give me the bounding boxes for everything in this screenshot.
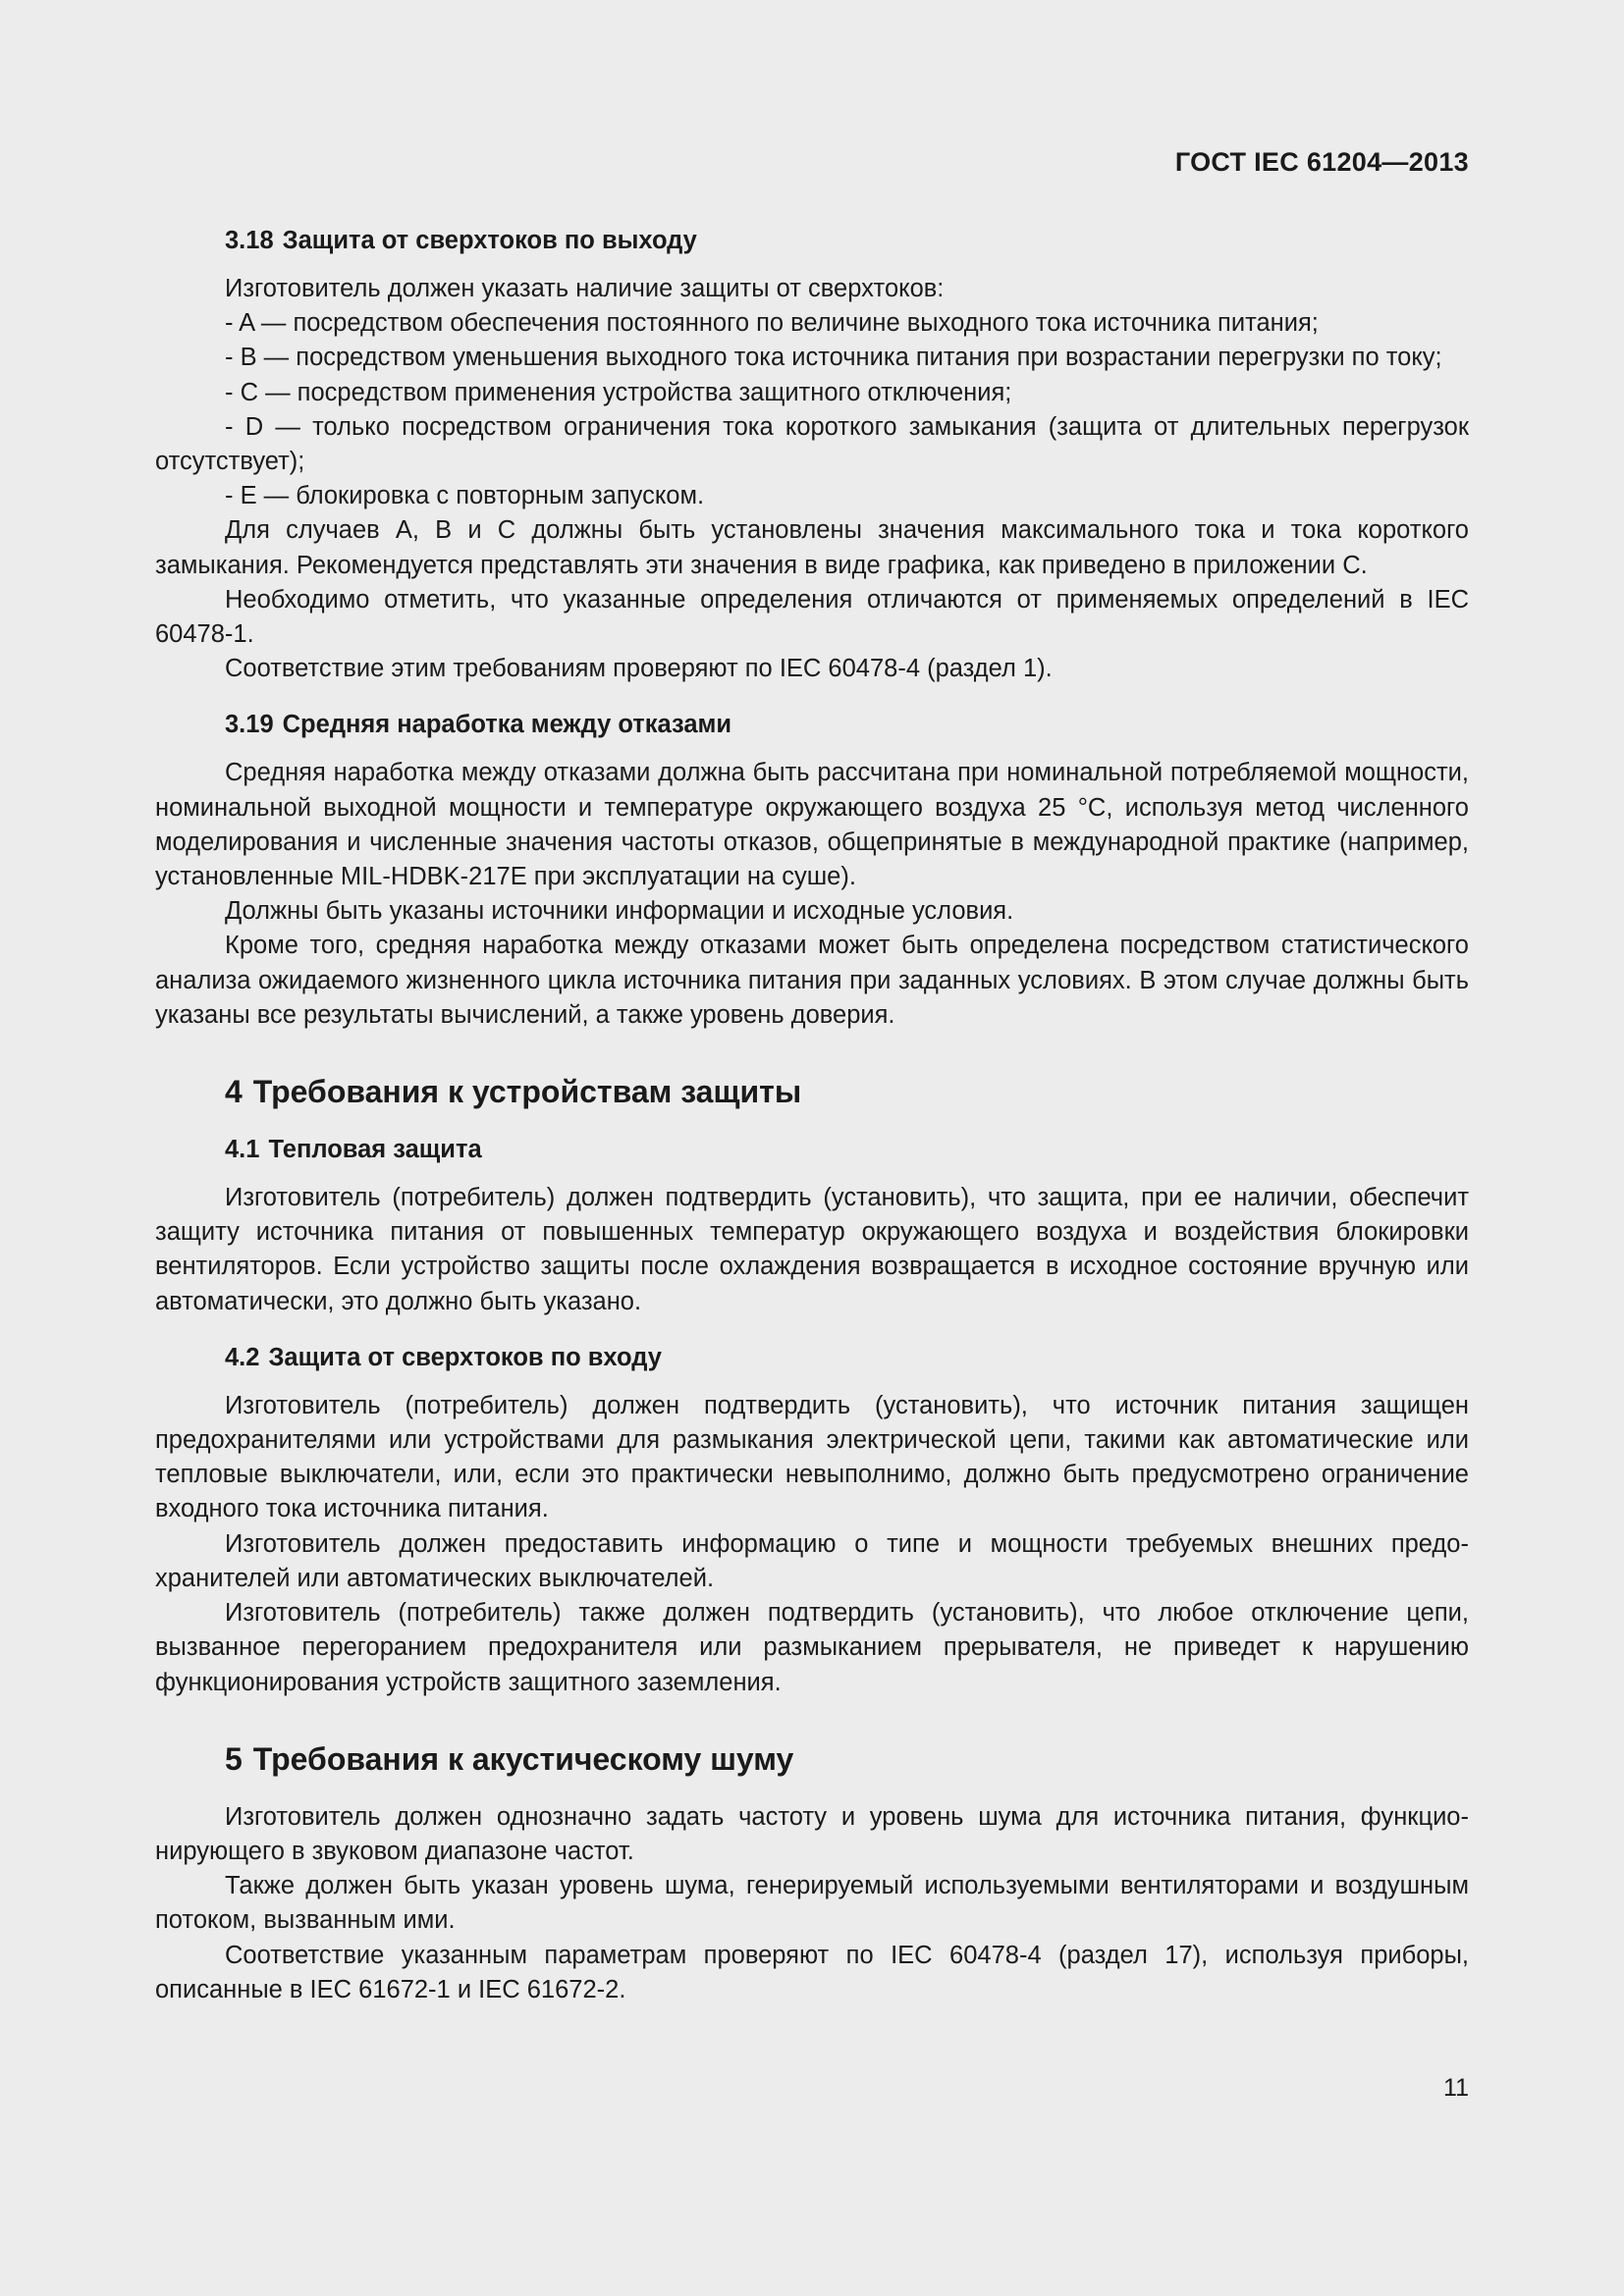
paragraph: Кроме того, средняя наработка между отказами может быть определена посредством статистического анализа ожидаемого жизненного цикла источника питания при заданных условиях. В этом случае должны быть указаны все результаты вычислений, а также уровень доверия. (155, 932, 1469, 1029)
paragraph: Для случаев A, B и C должны быть установлены значения максимального тока и тока короткого замыкания. Рекомендуется представлять эти значения в виде графика, как приведено в приложении C. (155, 516, 1469, 579)
section-heading-5 (155, 1739, 1469, 1779)
paragraph: Изготовитель должен указать наличие защиты от сверхтоков: (225, 275, 945, 302)
paragraph: Также должен быть указан уровень шума, генерируемый используемыми вентиляторами и воздушным потоком, вызванным ими. (155, 1872, 1469, 1935)
page-number: 11 (1443, 2074, 1469, 2102)
section-heading-4 (155, 1072, 1469, 1111)
subsection-title: Защита от сверхтоков по выходу (282, 227, 697, 254)
paragraph: Соответствие указанным параметрам проверяют по IEC 60478-4 (раздел 17), используя приборы, описанные в IEC 61672-1 и IEC 61672-2. (155, 1941, 1469, 2003)
subsection-title: Тепловая защита (268, 1136, 482, 1164)
paragraph: Изготовитель (потребитель) должен подтвердить (установить), что источник питания защищен предохранителями или устройствами для размыкания электрической цепи, такими как автоматические или тепловые выключатели, или, если это практически невыполнимо, должно быть предусмотрено ограничение входного тока источника питания. (155, 1391, 1469, 1523)
list-item: - B — посредством уменьшения выходного тока источника питания при возрастании перегрузки по току; (225, 344, 1442, 372)
list-item: - D — только посредством ограничения тока короткого замыкания (защита от длительных перегрузок отсутствует); (155, 412, 1469, 476)
subsection-number: 4.1 (225, 1136, 260, 1164)
subsection-heading-3-18 (155, 224, 1469, 258)
paragraph: Изготовитель должен однозначно задать частоту и уровень шума для источника питания, функционирующего в звуковом диапазоне частот. (155, 1802, 1469, 1865)
subsection-heading-4-1 (155, 1133, 1469, 1167)
list-item: - C — посредством применения устройства защитного отключения; (225, 378, 1012, 406)
paragraph: Изготовитель должен предоставить информацию о типе и мощности требуемых внешних предохранителей или автоматических выключателей. (155, 1529, 1469, 1592)
paragraph: Изготовитель (потребитель) должен подтвердить (установить), что защита, при ее наличии, обеспечит защиту источника питания от повышенных температур окружающего воздуха и воздействия блокировки вентиляторов. Если устройство защиты после охлаждения возвращается в исходное состояние вручную или автоматически, это должно быть указано. (155, 1184, 1469, 1315)
section-title: Требования к устройствам защиты (252, 1074, 802, 1110)
paragraph: Должны быть указаны источники информации и исходные условия. (225, 897, 1014, 926)
paragraph: Средняя наработка между отказами должна быть рассчитана при номинальной потребляемой мощности, номинальной выходной мощности и температуре окружающего воздуха 25 °C, используя метод численного моделирования и численные значения частоты отказов, общепринятые в международной практике (например, установленные MIL-HDBK-217E при эксплуатации на суше). (155, 759, 1469, 891)
section-title: Требования к акустическому шуму (252, 1740, 794, 1777)
section-number: 5 (225, 1740, 243, 1777)
document-body (155, 224, 1469, 2007)
list-item: - A — посредством обеспечения постоянного по величине выходного тока источника питания; (225, 309, 1319, 338)
paragraph: Изготовитель (потребитель) также должен подтвердить (установить), что любое отключение цепи, вызванное перегоранием предохранителя или размыканием прерывателя, не приведет к нарушению функционирования устройств защитного заземления. (155, 1599, 1469, 1696)
subsection-title: Защита от сверхтоков по входу (268, 1343, 662, 1371)
subsection-number: 3.18 (225, 227, 274, 254)
paragraph: Необходимо отметить, что указанные определения отличаются от применяемых определений в IEC 60478-1. (155, 585, 1469, 649)
section-number: 4 (225, 1074, 243, 1110)
list-item: - E — блокировка с повторным запуском. (225, 482, 705, 510)
subsection-title: Средняя наработка между отказами (282, 711, 732, 739)
subsection-heading-3-19 (155, 708, 1469, 742)
subsection-number: 4.2 (225, 1343, 260, 1371)
paragraph: Соответствие этим требованиям проверяют по IEC 60478-4 (раздел 1). (225, 655, 1053, 683)
document-id-header: ГОСТ IEC 61204—2013 (1174, 147, 1469, 177)
subsection-number: 3.19 (225, 711, 274, 739)
subsection-heading-4-2 (155, 1341, 1469, 1375)
